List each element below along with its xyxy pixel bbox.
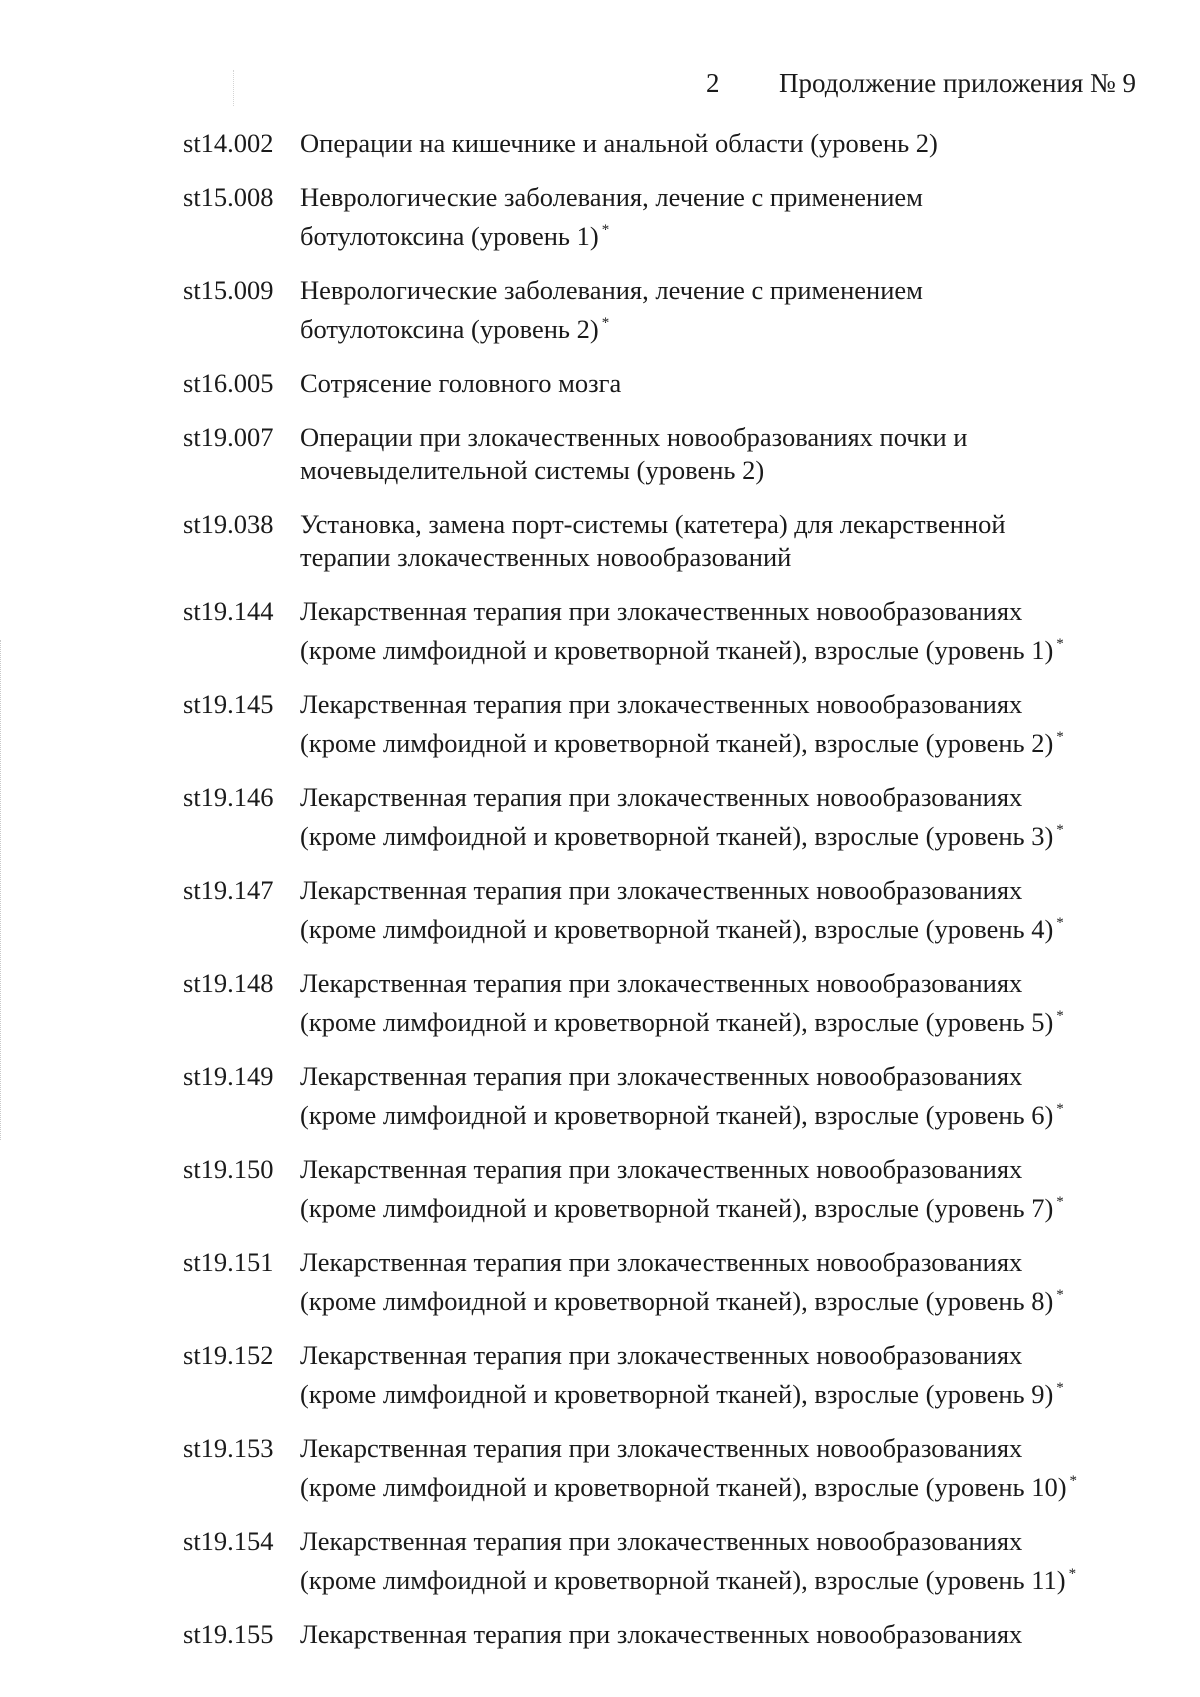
description-line xyxy=(300,1093,1163,1132)
code-list xyxy=(183,127,1163,1672)
description-line xyxy=(300,1186,1163,1225)
list-item xyxy=(183,781,1163,853)
entry-code: st19.149 xyxy=(183,1061,274,1091)
description-line xyxy=(300,421,1163,454)
description-line xyxy=(300,181,1163,214)
appendix-continuation-title: Продолжение приложения № 9 xyxy=(779,68,1137,98)
entry-description xyxy=(300,1246,1163,1318)
list-item xyxy=(183,367,1163,400)
entry-description xyxy=(300,1432,1163,1504)
list-item xyxy=(183,1432,1163,1504)
description-line xyxy=(300,721,1163,760)
description-line-text: Лекарственная терапия при злокачественных новообразованиях xyxy=(300,1526,1023,1556)
entry-code: st19.150 xyxy=(183,1154,274,1184)
list-item xyxy=(183,595,1163,667)
entry-code: st19.145 xyxy=(183,689,274,719)
footnote-marker: * xyxy=(1056,729,1064,745)
entry-code: st15.009 xyxy=(183,275,274,305)
description-line xyxy=(300,907,1163,946)
entry-code: st14.002 xyxy=(183,128,274,158)
footnote-marker: * xyxy=(1056,1287,1064,1303)
entry-code: st19.147 xyxy=(183,875,274,905)
description-line xyxy=(300,274,1163,307)
entry-description xyxy=(300,1153,1163,1225)
list-item xyxy=(183,1618,1163,1651)
description-line-text: Лекарственная терапия при злокачественных новообразованиях xyxy=(300,782,1023,812)
description-line xyxy=(300,781,1163,814)
entry-description xyxy=(300,781,1163,853)
entry-code: st19.038 xyxy=(183,509,274,539)
description-line-text: Операции при злокачественных новообразованиях почки и xyxy=(300,422,968,452)
description-line xyxy=(300,367,1163,400)
description-line-text: (кроме лимфоидной и кроветворной тканей), взрослые (уровень 6) xyxy=(300,1100,1054,1130)
description-line xyxy=(300,967,1163,1000)
list-item xyxy=(183,967,1163,1039)
entry-description xyxy=(300,874,1163,946)
description-line-text: Сотрясение головного мозга xyxy=(300,368,622,398)
description-line-text: ботулотоксина (уровень 1) xyxy=(300,221,599,251)
entry-code: st19.148 xyxy=(183,968,274,998)
entry-description xyxy=(300,127,1163,160)
footnote-marker: * xyxy=(1056,636,1064,652)
list-item xyxy=(183,181,1163,253)
entry-description xyxy=(300,688,1163,760)
description-line xyxy=(300,508,1163,541)
description-line-text: Лекарственная терапия при злокачественных новообразованиях xyxy=(300,1154,1023,1184)
description-line xyxy=(300,814,1163,853)
list-item xyxy=(183,688,1163,760)
entry-description xyxy=(300,508,1163,574)
description-line-text: Лекарственная терапия при злокачественных новообразованиях xyxy=(300,875,1023,905)
footnote-marker: * xyxy=(1056,1101,1064,1117)
page-header xyxy=(0,66,1200,106)
footnote-marker: * xyxy=(1068,1566,1077,1582)
description-line-text: Лекарственная терапия при злокачественных новообразованиях xyxy=(300,596,1023,626)
description-line xyxy=(300,1153,1163,1186)
description-line xyxy=(300,307,1163,346)
description-line-text: (кроме лимфоидной и кроветворной тканей), взрослые (уровень 10) xyxy=(300,1472,1067,1502)
description-line xyxy=(300,1432,1163,1465)
description-line-text: ботулотоксина (уровень 2) xyxy=(300,314,599,344)
description-line xyxy=(300,214,1163,253)
description-line xyxy=(300,1279,1163,1318)
list-item xyxy=(183,274,1163,346)
description-line-text: (кроме лимфоидной и кроветворной тканей), взрослые (уровень 5) xyxy=(300,1007,1054,1037)
entry-description xyxy=(300,274,1163,346)
entry-code: st19.152 xyxy=(183,1340,274,1370)
description-line xyxy=(300,1000,1163,1039)
description-line xyxy=(300,628,1163,667)
description-line-text: (кроме лимфоидной и кроветворной тканей), взрослые (уровень 4) xyxy=(300,914,1054,944)
description-line-text: (кроме лимфоидной и кроветворной тканей), взрослые (уровень 1) xyxy=(300,635,1054,665)
description-line xyxy=(300,127,1163,160)
list-item xyxy=(183,1339,1163,1411)
description-line xyxy=(300,1339,1163,1372)
entry-code: st15.008 xyxy=(183,182,274,212)
description-line-text: Лекарственная терапия при злокачественных новообразованиях xyxy=(300,1619,1023,1649)
description-line xyxy=(300,541,1163,574)
description-line-text: Неврологические заболевания, лечение с применением xyxy=(300,182,923,212)
footnote-marker: * xyxy=(1056,1380,1064,1396)
list-item xyxy=(183,1525,1163,1597)
description-line-text: Лекарственная терапия при злокачественных новообразованиях xyxy=(300,1340,1023,1370)
list-item xyxy=(183,508,1163,574)
description-line-text: Лекарственная терапия при злокачественных новообразованиях xyxy=(300,1433,1023,1463)
list-item xyxy=(183,1153,1163,1225)
description-line xyxy=(300,595,1163,628)
list-item xyxy=(183,1060,1163,1132)
scan-artifact-binding xyxy=(0,640,4,1140)
entry-description xyxy=(300,421,1163,487)
description-line xyxy=(300,1060,1163,1093)
footnote-marker: * xyxy=(1056,915,1064,931)
description-line-text: терапии злокачественных новообразований xyxy=(300,542,792,572)
description-line xyxy=(300,874,1163,907)
list-item xyxy=(183,421,1163,487)
entry-code: st19.151 xyxy=(183,1247,274,1277)
entry-description xyxy=(300,595,1163,667)
description-line-text: Лекарственная терапия при злокачественных новообразованиях xyxy=(300,1061,1023,1091)
description-line-text: Установка, замена порт-системы (катетера) для лекарственной xyxy=(300,509,1006,539)
entry-code: st19.154 xyxy=(183,1526,274,1556)
description-line xyxy=(300,688,1163,721)
entry-code: st19.153 xyxy=(183,1433,274,1463)
entry-description xyxy=(300,181,1163,253)
description-line-text: Операции на кишечнике и анальной области (уровень 2) xyxy=(300,128,938,158)
entry-code: st16.005 xyxy=(183,368,274,398)
list-item xyxy=(183,127,1163,160)
list-item xyxy=(183,1246,1163,1318)
list-item xyxy=(183,874,1163,946)
description-line-text: Лекарственная терапия при злокачественных новообразованиях xyxy=(300,968,1023,998)
entry-code: st19.155 xyxy=(183,1619,274,1649)
entry-description xyxy=(300,967,1163,1039)
footnote-marker: * xyxy=(1069,1473,1078,1489)
description-line-text: Лекарственная терапия при злокачественных новообразованиях xyxy=(300,1247,1023,1277)
footnote-marker: * xyxy=(601,222,610,238)
page-number: 2 xyxy=(706,68,720,98)
entry-description xyxy=(300,1060,1163,1132)
description-line xyxy=(300,1558,1163,1597)
description-line-text: (кроме лимфоидной и кроветворной тканей), взрослые (уровень 9) xyxy=(300,1379,1054,1409)
entry-code: st19.007 xyxy=(183,422,274,452)
entry-code: st19.146 xyxy=(183,782,274,812)
description-line-text: мочевыделительной системы (уровень 2) xyxy=(300,455,765,485)
entry-code: st19.144 xyxy=(183,596,274,626)
entry-description xyxy=(300,1339,1163,1411)
description-line xyxy=(300,454,1163,487)
description-line-text: (кроме лимфоидной и кроветворной тканей), взрослые (уровень 8) xyxy=(300,1286,1054,1316)
description-line xyxy=(300,1372,1163,1411)
description-line-text: (кроме лимфоидной и кроветворной тканей), взрослые (уровень 3) xyxy=(300,821,1054,851)
description-line xyxy=(300,1465,1163,1504)
entry-description xyxy=(300,1525,1163,1597)
footnote-marker: * xyxy=(601,315,610,331)
description-line-text: Лекарственная терапия при злокачественных новообразованиях xyxy=(300,689,1023,719)
description-line-text: Неврологические заболевания, лечение с применением xyxy=(300,275,923,305)
footnote-marker: * xyxy=(1056,1194,1064,1210)
description-line-text: (кроме лимфоидной и кроветворной тканей), взрослые (уровень 2) xyxy=(300,728,1054,758)
description-line-text: (кроме лимфоидной и кроветворной тканей), взрослые (уровень 7) xyxy=(300,1193,1054,1223)
entry-description xyxy=(300,367,1163,400)
footnote-marker: * xyxy=(1056,1008,1064,1024)
footnote-marker: * xyxy=(1056,822,1064,838)
description-line-text: (кроме лимфоидной и кроветворной тканей), взрослые (уровень 11) xyxy=(300,1565,1066,1595)
description-line xyxy=(300,1246,1163,1279)
description-line xyxy=(300,1525,1163,1558)
description-line xyxy=(300,1618,1163,1651)
entry-description xyxy=(300,1618,1163,1651)
